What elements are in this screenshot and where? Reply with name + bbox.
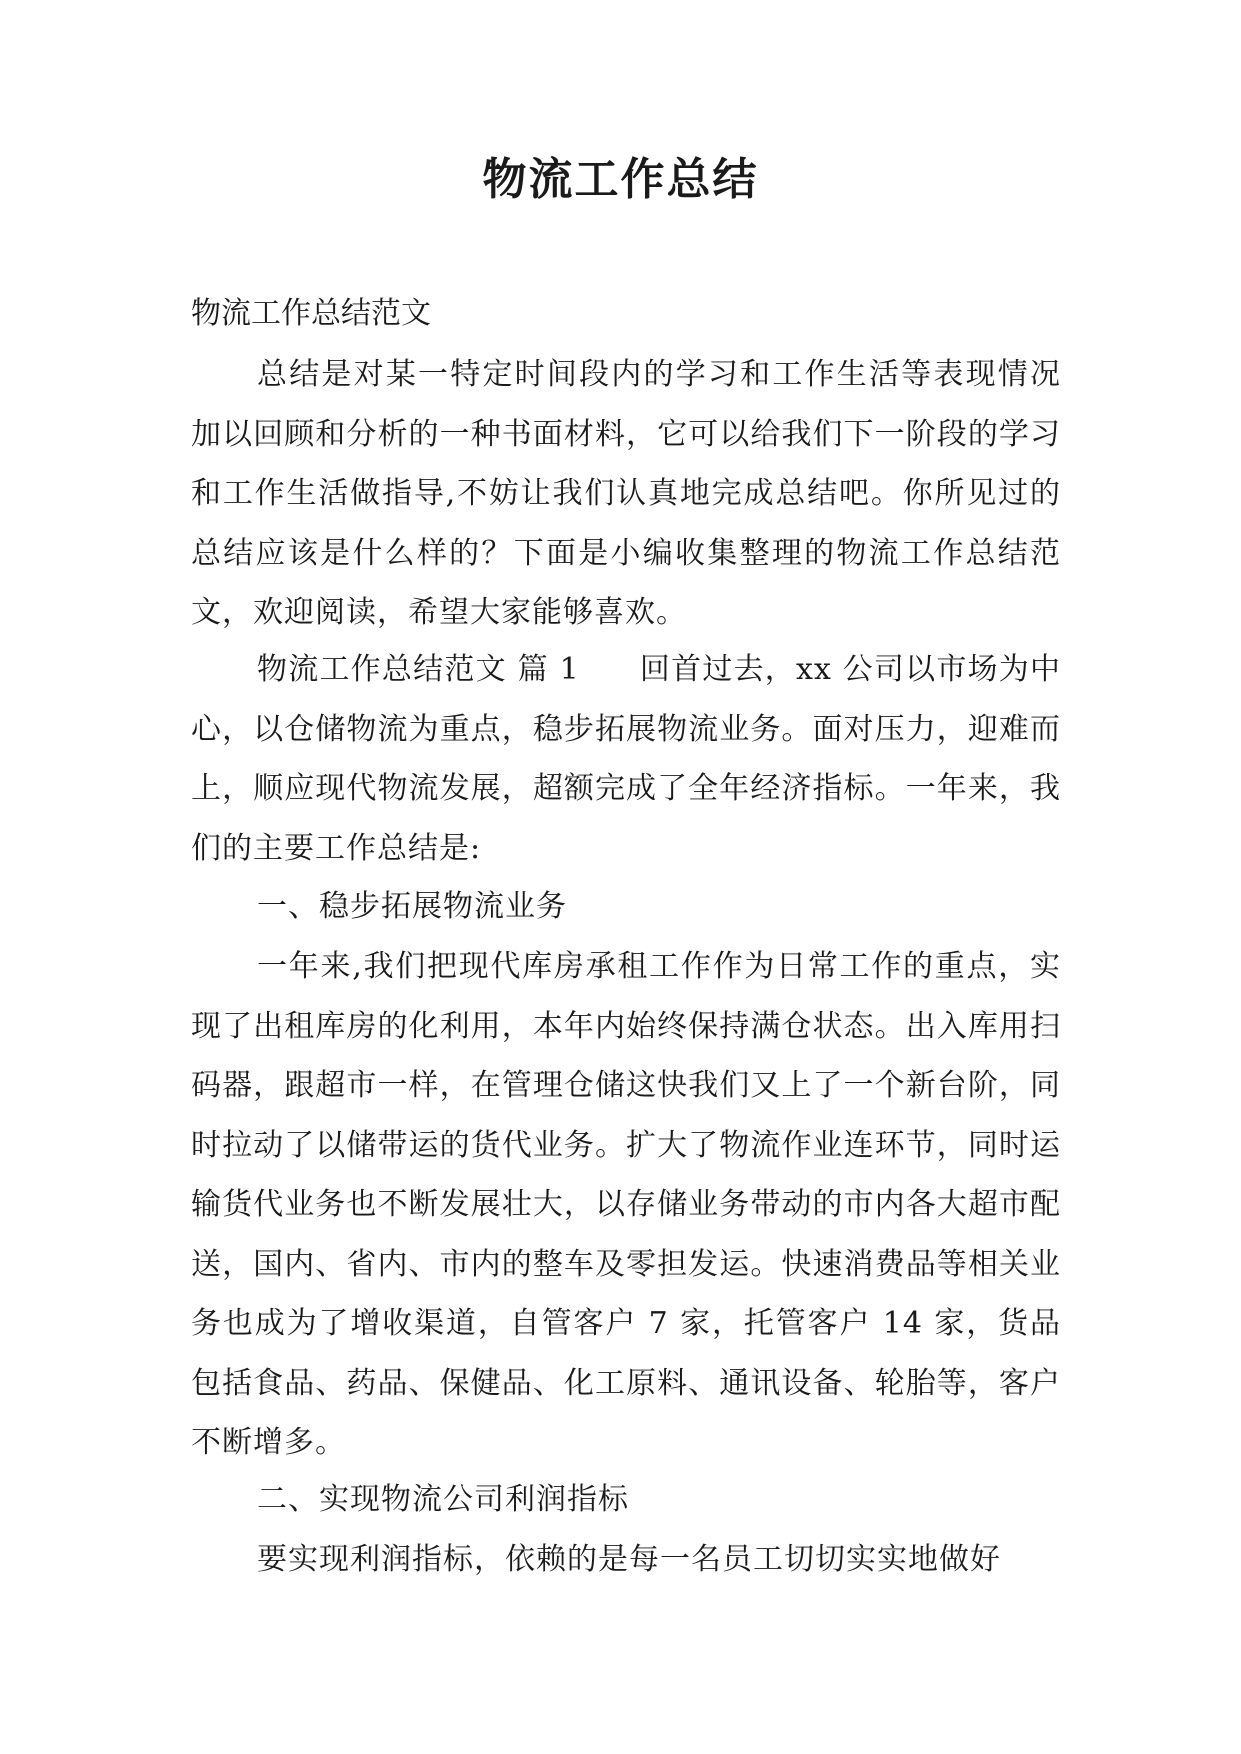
section-heading-1: 一、稳步拓展物流业务 bbox=[257, 889, 567, 924]
section-paragraph-2: 要实现利润指标，依赖的是每一名员工切切实实地做好 bbox=[257, 1542, 1001, 1577]
chapter-text: 回首过去，xx 公司以市场为中心，以仓储物流为重点，稳步拓展物流业务。面对压力，迎难而上，顺应现代物流发展，超额完成了全年经济指标。一年来，我们的主要工作总结是: bbox=[191, 652, 1061, 866]
document-title: 物流工作总结 bbox=[482, 154, 759, 205]
document-subtitle: 物流工作总结范文 bbox=[191, 296, 431, 331]
intro-paragraph: 总结是对某一特定时间段内的学习和工作生活等表现情况加以回顾和分析的一种书面材料，它可以给我们下一阶段的学习和工作生活做指导,不妨让我们认真地完成总结吧。你所见过的总结应该是什么样的？下面是小编收集整理的物流工作总结范文，欢迎阅读，希望大家能够喜欢。 bbox=[191, 357, 1061, 630]
section-paragraph-1: 一年来,我们把现代库房承租工作作为日常工作的重点，实现了出租库房的化利用，本年内始终保持满仓状态。出入库用扫码器，跟超市一样，在管理仓储这快我们又上了一个新台阶，同时拉动了以储带运的货代业务。扩大了物流作业连环节，同时运输货代业务也不断发展壮大，以存储业务带动的市内各大超市配送，国内、省内、市内的整车及零担发运。快速消费品等相关业务也成为了增收渠道，自管客户 7 家，托管客户 14 家，货品包括食品、药品、保健品、化工原料、通讯设备、轮胎等，客户不断增多。 bbox=[191, 949, 1061, 1460]
chapter-paragraph bbox=[191, 640, 1061, 878]
section-heading-2: 二、实现物流公司利润指标 bbox=[257, 1482, 629, 1517]
chapter-label: 物流工作总结范文 篇 1 bbox=[257, 652, 580, 687]
